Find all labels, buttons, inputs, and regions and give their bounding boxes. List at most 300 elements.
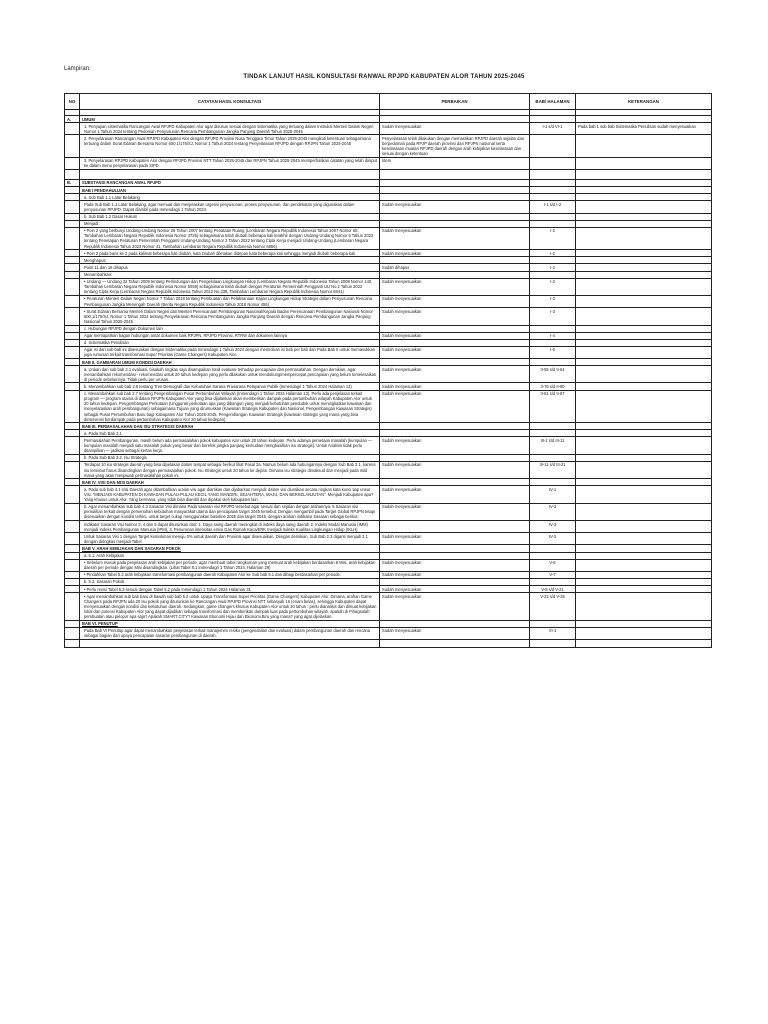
cell-text: BAB V. ARAH KEBIJAKAN DAN SASARAN POKOK (82, 545, 181, 551)
cell-halaman (530, 179, 576, 186)
cell-halaman (530, 366, 576, 383)
cell-catatan (80, 346, 380, 358)
cell-text: Sudah menyesuaikan (382, 228, 422, 234)
cell-halaman (530, 521, 576, 533)
cell-perbaikan (380, 264, 530, 271)
cell-text: c. Menambahkan sub bab 2.7 tentang Pengembangan Pusat Pertumbuhan Wilayah (Inmendagri 1 Tahun 2024 Halaman 13). Perlu ada penjelasan terkait program — program utama di dalam RPJPN Kabupaten Alor yang bisa dijalankan akan memberikan dampak pada pertumbuhan wilayah Kabupaten Alor untuk 20 tahun kedepan. Pengembangan Perkotaan (Ungguran perkotaan apa yang dibangun yang menjadi kebutuhan penduduk untuk meningkatkan kawasan dan menyelaraskan arah pembangunan) sebagaimana Tujuan yang dirumuskan (Kawasan Strategis Kabupaten dan Nasional, Pengembangan Kawasan Strategis) sebagai Pusat Pertumbuhan Baru bagi Kabupaten Alor Tahun 2025-2045. Pengembangan Kawasan Strategis (kawasan strategis yang mana yang bisa dintervensi berdampak pada pertumbuhan Kabupaten Alor 20 tahun kedepan). (84, 391, 372, 422)
cell-no (65, 213, 80, 220)
cell-keterangan (576, 640, 712, 648)
cell-keterangan (576, 135, 712, 157)
cell-no (65, 201, 80, 213)
cell-catatan (80, 521, 380, 533)
table-row (65, 552, 712, 559)
table-row (65, 201, 712, 213)
cell-halaman (530, 593, 576, 621)
cell-no (65, 187, 80, 194)
cell-halaman (530, 390, 576, 423)
table-row (65, 390, 712, 423)
table-row (65, 295, 712, 307)
cell-keterangan (576, 366, 712, 383)
header-no: NO (65, 94, 80, 110)
table-row (65, 264, 712, 271)
cell-text: II-76 s/d II-80 (540, 383, 565, 389)
cell-catatan (80, 545, 380, 552)
cell-halaman (530, 135, 576, 157)
cell-perbaikan (380, 430, 530, 437)
cell-halaman (530, 486, 576, 503)
cell-catatan (80, 423, 380, 430)
cell-perbaikan (380, 332, 530, 339)
cell-perbaikan (380, 437, 530, 454)
cell-keterangan (576, 325, 712, 332)
cell-catatan (80, 620, 380, 627)
cell-halaman (530, 308, 576, 325)
table-row (65, 578, 712, 585)
cell-keterangan (576, 157, 712, 169)
cell-no (65, 264, 80, 271)
cell-text: Sudah menyesuaikan (382, 201, 422, 207)
table-row (65, 437, 712, 454)
cell-text: Sudah menyesuaikan (382, 391, 422, 397)
table-row (65, 359, 712, 366)
consultation-table (64, 93, 712, 648)
cell-catatan (80, 586, 380, 593)
cell-keterangan (576, 430, 712, 437)
cell-perbaikan (380, 578, 530, 585)
cell-perbaikan (380, 278, 530, 295)
table-row (65, 454, 712, 461)
cell-text: BAB II. GAMBARAN UMUM KONDISI DAERAH (82, 359, 172, 365)
table-row (65, 486, 712, 503)
cell-halaman (530, 339, 576, 346)
cell-keterangan (576, 479, 712, 486)
cell-text: Menambahkan: (84, 272, 113, 278)
cell-catatan (80, 640, 380, 648)
cell-perbaikan (380, 586, 530, 593)
cell-perbaikan (380, 227, 530, 249)
cell-text: Terdapat 10 isu strategis daerah yang bisa dipetakan dalam tempat sebagai berikut lihat Pasal 3a. Namun belum ada hubungannya dengan Sub Bab 3.1, karena isu tersebut harus disandingkan dengan permasalahan pokok. Isu Strategis untuk 20 tahun ke depan. Dimana isu strategis dimaksud dan menjadi pada mild mana yang akan menjawab permasalahan pokok ini. (84, 462, 376, 478)
cell-text: II-81 s/d II-87 (540, 391, 565, 397)
cell-perbaikan (380, 250, 530, 257)
table-row (65, 116, 712, 123)
cell-perbaikan (380, 339, 530, 346)
table-row (65, 366, 712, 383)
cell-perbaikan (380, 187, 530, 194)
cell-keterangan (576, 545, 712, 552)
cell-text: V-7 (549, 572, 556, 578)
cell-halaman (530, 227, 576, 249)
cell-text: BAB VI. PENUTUP (82, 621, 118, 627)
cell-text: I-3 (550, 296, 555, 302)
cell-text: Sudah menyesuaikan (382, 572, 422, 578)
cell-halaman (530, 586, 576, 593)
cell-perbaikan (380, 366, 530, 383)
cell-halaman (530, 220, 576, 227)
cell-text: b. 5.2. Sasaran Pokok (84, 579, 125, 585)
cell-text: VI-1 (548, 628, 557, 634)
table-row (65, 227, 712, 249)
cell-text: Idem (382, 158, 392, 164)
cell-halaman (530, 627, 576, 639)
table-row (65, 271, 712, 278)
cell-no (65, 578, 80, 585)
cell-text: Sudah menyesuaikan (382, 383, 422, 389)
cell-keterangan (576, 250, 712, 257)
cell-catatan (80, 123, 380, 135)
cell-keterangan (576, 179, 712, 186)
cell-catatan (80, 116, 380, 123)
cell-keterangan (576, 627, 712, 639)
cell-text: b. Menambahkan sub bab 2.6 tentang Tren Demografi dan Kebutuhan Sarana Prasarana Pelayanan Publik (Inmendagri 1 Tahun 2024 Halaman 13) (84, 383, 352, 389)
cell-text: I-4 (550, 333, 555, 339)
cell-no (65, 257, 80, 264)
cell-text: I-3 (550, 308, 555, 314)
cell-text: BAB III. PERMASALAHAN DAN ISU STRATEGIS DAERAH (82, 423, 194, 429)
cell-text: IV-3 (548, 521, 557, 527)
cell-no (65, 135, 80, 157)
table-row (65, 383, 712, 390)
cell-perbaikan (380, 559, 530, 571)
cell-keterangan (576, 586, 712, 593)
cell-perbaikan (380, 169, 530, 179)
cell-catatan (80, 213, 380, 220)
cell-keterangan (576, 461, 712, 478)
cell-perbaikan (380, 521, 530, 533)
cell-text: Point 11 dan 16 dihapus (84, 264, 128, 270)
table-header-row (65, 94, 712, 110)
cell-no (65, 295, 80, 307)
cell-text: Pada Sub Bab 1.1 Latar Belakang, agar memuat dan menjelaskan urgensi penyusunan, proses penyusunan, dan pendekatan yang digunakan dalam penyusunan RPJPD. Dapat diambil pada Inmendagri 1 Tahun 2024. (84, 201, 355, 212)
cell-text: • Pindahkan Tabel 5.2 arah kebijakan transformasi pembangunan daerah Kabupaten Alor ke Sub bab 5.1 dan dibagi berdasarkan per periode. (84, 572, 341, 578)
cell-text: • Poin 2 yang berbunyi Undang-Undang Nomor 26 Tahun 2007 tentang Penataan Ruang (Lembaran Negara Republik Indonesia Tahun 2007 Nomor 68, Tambahan Lembaran Negara Republik Indonesia Nomor 4725) sebagaimana telah diubah beberapa kali terakhir dengan Undang-Undang Nomor 6 Tahun 2023 tentang Penetapan Peraturan Pemerintah Pengganti Undang-Undang Nomor 2 Tahun 2022 tentang Cipta Kerja menjadi Undang-Undang (Lembaran Negara Republik Indonesia Tahun 2023 Nomor 41, Tambahan Lembaran Negara Republik Indonesia Nomor 6856) (84, 228, 374, 249)
cell-text: I-2 (550, 250, 555, 256)
cell-halaman (530, 264, 576, 271)
cell-catatan (80, 552, 380, 559)
cell-catatan (80, 503, 380, 520)
cell-text: • Agar menambahkan sub bab baru di bawah sub bab 5.2 untuk Upaya Transformasi Super Prioritas (Game Changers) Kabupaten Alor. Dimana, arahan Game Changers pada RPJPN ada 20 Isu pokok yang diturunkan ke Rancangan Awal RPJPD Provinsi NTT sebanyak 16 (enam belas), sehingga Kabupaten dapat menyesuaikan dengan kondisi dan kebutuhan daerah. Sedangkan, game changers khusus Kabupaten Alor untuk 20 tahun : perlu dianalisis dan dimuat kebijakan lokal dan potensi Kabupaten Alor yang dapat dijadikan sebagai transformasi dan memberikan dampak luas pada pertumbuhan wilayah, apakah di Pinagsalah; pembuatan atau pelopor apa saja? Apakah SMART CITY? Kawasan Ekonomi Hijau dan Ekonomi Biru yang mana? yang agar dijelaskan. (84, 593, 377, 620)
header-halaman: BAB/ HALAMAN (530, 94, 576, 110)
cell-perbaikan (380, 359, 530, 366)
cell-no (65, 250, 80, 257)
table-row (65, 220, 712, 227)
table-row (65, 430, 712, 437)
cell-perbaikan (380, 295, 530, 307)
cell-text: V-6 (549, 560, 556, 566)
table-row (65, 346, 712, 358)
cell-keterangan (576, 346, 712, 358)
cell-halaman (530, 332, 576, 339)
cell-keterangan (576, 227, 712, 249)
cell-no (65, 423, 80, 430)
cell-keterangan (576, 423, 712, 430)
cell-keterangan (576, 339, 712, 346)
cell-text: Menghapus: (84, 257, 107, 263)
cell-halaman (530, 503, 576, 520)
cell-perbaikan (380, 545, 530, 552)
cell-text: I-2 (550, 228, 555, 234)
cell-catatan (80, 271, 380, 278)
cell-no (65, 366, 80, 383)
cell-text: Sudah menyesuaikan (382, 296, 422, 302)
cell-catatan (80, 201, 380, 213)
cell-keterangan (576, 308, 712, 325)
cell-text: b. Sub Bab 1.2 Dasar Hukum (84, 214, 138, 220)
cell-text: BAB I PENDAHULUAN (82, 187, 126, 193)
cell-no (65, 116, 80, 123)
cell-keterangan (576, 521, 712, 533)
cell-halaman (530, 545, 576, 552)
cell-halaman (530, 578, 576, 585)
cell-text: V-22 s/d V-25 (540, 593, 565, 599)
cell-perbaikan (380, 620, 530, 627)
cell-keterangan (576, 359, 712, 366)
cell-catatan (80, 430, 380, 437)
cell-text: b. Pada Sub Bab 3.2. Isu Strategis (84, 455, 147, 461)
cell-perbaikan (380, 461, 530, 478)
cell-no (65, 533, 80, 545)
document-title: TINDAK LANJUT HASIL KONSULTASI RANWAL RPJPD KABUPATEN ALOR TAHUN 2025-2045 (243, 74, 525, 80)
cell-halaman (530, 194, 576, 201)
cell-text: • Undang — Undang 32 Tahun 2009 tentang Perlindungan dan Pengelolaan Lingkungan Hidup (Lembaran Negara Republik Indonesia Tahun 2009 Nomor 140, Tambahan Lembaran Negara Republik Indonesia Nomor 5059) sebagaimana telah diubah dengan Peraturan Pemerintah Pengganti UU No.2 Tahun 2022 tentang Cipta Kerja (Lembaran Negara Republik Indonesia Tahun 2022 No.238, Tambahan Lembaran Negara Republik Indonesia Nomor 6841) (84, 279, 373, 295)
cell-text: Sudah menyesuaikan (382, 628, 422, 634)
cell-catatan (80, 593, 380, 621)
lampiran-label: Lampiran: (64, 66, 91, 72)
table-row (65, 521, 712, 533)
cell-halaman (530, 295, 576, 307)
cell-keterangan (576, 503, 712, 520)
cell-text: d. Sistematika Penulisan (84, 340, 129, 346)
cell-keterangan (576, 437, 712, 454)
cell-text: III-1 s/d III-11 (540, 437, 565, 443)
table-row (65, 545, 712, 552)
cell-perbaikan (380, 593, 530, 621)
cell-perbaikan (380, 271, 530, 278)
cell-perbaikan (380, 390, 530, 423)
table-row (65, 423, 712, 430)
cell-keterangan (576, 187, 712, 194)
cell-no (65, 627, 80, 639)
cell-perbaikan (380, 213, 530, 220)
cell-catatan (80, 559, 380, 571)
cell-keterangan (576, 169, 712, 179)
cell-no (65, 390, 80, 423)
table-row (65, 308, 712, 325)
cell-halaman (530, 430, 576, 437)
cell-keterangan (576, 552, 712, 559)
cell-text: IV-3 (548, 504, 557, 510)
cell-text: a. Uraian dari sub bab 2.1 evaluasi, bisakah ringkas saja disampaikan hasil evaluasi terhadap pencapaian dan permasalahan. Dengan demikian, agar menambahkan rekomendasi - rekomendasi untuk 20 tahun kedepan yang perlu dilakukan untuk mendukung/mempercepat pencapaian yang belum terselesaikan di periode sebelumnya. Tidak perlu per urusan. (84, 366, 377, 382)
cell-perbaikan (380, 220, 530, 227)
cell-no (65, 461, 80, 478)
cell-perbaikan (380, 123, 530, 135)
cell-no (65, 157, 80, 169)
cell-text: a. Pada Sub Bab 3.1 (84, 430, 122, 436)
cell-text: a. 5.1. Arah Kebijakan (84, 553, 125, 559)
cell-halaman (530, 423, 576, 430)
cell-text: IV-1 (548, 486, 557, 492)
cell-halaman (530, 359, 576, 366)
cell-text: V-8 s/d V-21 (541, 586, 564, 592)
cell-text: Sudah dihapus (382, 264, 410, 270)
cell-catatan (80, 194, 380, 201)
table-row (65, 640, 712, 648)
cell-text: Sudah menyesuaikan (382, 279, 422, 285)
cell-no (65, 308, 80, 325)
cell-keterangan (576, 295, 712, 307)
cell-text: Agar memaparkan bagan hubungan antar dokumen baik RPJPN, RPJPD Provinsi, RTRW dan dokumen lainnya (84, 333, 288, 339)
cell-no (65, 359, 80, 366)
cell-keterangan (576, 620, 712, 627)
cell-no (65, 545, 80, 552)
cell-text: Sudah menyesuaikan (382, 347, 422, 353)
cell-perbaikan (380, 116, 530, 123)
cell-halaman (530, 201, 576, 213)
cell-text: Sudah menyesuaikan (382, 366, 422, 372)
table-row (65, 135, 712, 157)
table-row (65, 586, 712, 593)
cell-perbaikan (380, 503, 530, 520)
table-row (65, 559, 712, 571)
cell-text: b. Agar menambahkan sub bab 4.3 Sasaran Visi dimana Pada sasaran visi RPJPD tersebut agar sesuai dan sejalan dengan arahannya. 5 Sasaran visi pemulihan terkait dengan pemenuhan kebutuhan masyarakat utama dan pencapaian target 2045 tersebut. Dengan mengambil pada Target Global RPJPN tetapi disesuaikan dengan kondisi terkini, untuk target cukup menggunakan baseline 2025 dan target 2045, dengan arahan indikator Sasaran sebagai berikut: (84, 504, 375, 520)
table-row (65, 157, 712, 169)
table-row (65, 571, 712, 578)
cell-text: Sudah menyesuaikan (382, 560, 422, 566)
cell-keterangan (576, 201, 712, 213)
cell-perbaikan (380, 257, 530, 264)
cell-catatan (80, 390, 380, 423)
cell-text: I-2 (550, 279, 555, 285)
cell-keterangan (576, 533, 712, 545)
cell-catatan (80, 135, 380, 157)
cell-text: Agar isi dari sub bab ini disesuaikan dengan Sistematika pada Inmendagri 1 Tahun 2024 dengan merincikan isi bab per bab dan Pada Bab II untuk memasukkan juga rumusan terkait transformasi Super Prioritas (Game Changers) Kabupaten Alor. (84, 347, 375, 358)
cell-catatan (80, 264, 380, 271)
cell-catatan (80, 250, 380, 257)
cell-catatan (80, 157, 380, 169)
table-row (65, 461, 712, 478)
cell-catatan (80, 571, 380, 578)
cell-perbaikan (380, 640, 530, 648)
cell-no (65, 271, 80, 278)
cell-perbaikan (380, 479, 530, 486)
cell-keterangan (576, 383, 712, 390)
cell-text: I-1 s/d VI-1 (542, 123, 563, 129)
cell-perbaikan (380, 179, 530, 186)
cell-text: Sudah menyesuaikan (382, 333, 422, 339)
header-perbaikan: PERBAIKAN (380, 94, 530, 110)
cell-text: 3. Penyelarasan RPJPD Kabupaten Alor dengan RPJPD Provinsi NTT Tahun 2025-2045 dan RPJPN Tahun 2025-2045 memperhatikan catatan yang telah diinput ke dalam menu penyelarasan pada SIPD (84, 158, 377, 169)
cell-no (65, 383, 80, 390)
cell-text: Penyelarasan telah dilakukan dengan memastikan RPJPD daerah sejalan dan berpedoman pada RPJP daerah provinsi dan RPJPN nasional serta keselarasan muatan RPJPD daerah dengan arah kebijakan keselarasan dan sesuai dengan ketentuan (382, 135, 525, 157)
cell-perbaikan (380, 325, 530, 332)
cell-keterangan (576, 578, 712, 585)
header-keterangan: KETERANGAN (576, 94, 712, 110)
cell-catatan (80, 257, 380, 264)
cell-no (65, 571, 80, 578)
cell-text: Sudah menyesuaikan (382, 250, 422, 256)
cell-text: A. (67, 116, 72, 122)
cell-perbaikan (380, 157, 530, 169)
cell-catatan (80, 308, 380, 325)
cell-text: • Perlu revisi Tabel 5.3 sesuai dengan Tabel 5.2 pada Inmendagri 1 Tahun 2024 Halaman 31 (84, 586, 251, 592)
cell-keterangan (576, 220, 712, 227)
table-row (65, 250, 712, 257)
cell-perbaikan (380, 194, 530, 201)
cell-catatan (80, 533, 380, 545)
cell-catatan (80, 461, 380, 478)
table-row (65, 620, 712, 627)
cell-perbaikan (380, 486, 530, 503)
cell-perbaikan (380, 533, 530, 545)
cell-no (65, 559, 80, 571)
cell-catatan (80, 187, 380, 194)
cell-catatan (80, 366, 380, 383)
cell-catatan (80, 220, 380, 227)
cell-catatan (80, 179, 380, 186)
cell-halaman (530, 278, 576, 295)
cell-text: Sudah menyesuaikan (382, 486, 422, 492)
cell-perbaikan (380, 571, 530, 578)
cell-halaman (530, 620, 576, 627)
table-row (65, 179, 712, 186)
cell-text: • Poin 2 pada baris ke 2 pada kalimat beberapa kali diubah, kata Diubah diletakan didepan kata beberapa kali sehingga menjadi diubah beberapa kali (84, 250, 356, 256)
cell-no (65, 454, 80, 461)
cell-text: c. Hubungan RPJPD dengan Dokumen lain (84, 326, 163, 331)
cell-halaman (530, 123, 576, 135)
table-row (65, 325, 712, 332)
cell-catatan (80, 278, 380, 295)
cell-text: SUBSTANSI RANCANGAN AWAL RPJPD (82, 180, 161, 186)
cell-no (65, 479, 80, 486)
cell-halaman (530, 461, 576, 478)
cell-no (65, 123, 80, 135)
cell-text: • Peraturan Menteri Dalam Negeri Nomor 7 Tahun 2018 tentang Pembuatan dan Pelaksanaan Kajian Lingkungan Hidup Strategis dalam Penyusunan Rencana Pembangunan Jangka Menengah Daerah (Berita Negara Republik Indonesia Tahun 2018 Nomor 459) (84, 296, 373, 307)
cell-catatan (80, 437, 380, 454)
cell-perbaikan (380, 383, 530, 390)
cell-keterangan (576, 593, 712, 621)
cell-text: 1. Penyajian sistematika Rancangan Awal RPJPD Kabupaten Alor agar disusun sesuai dengan sistematika yang tertuang dalam Instruksi Menteri Dalam Negeri Nomor 1 Tahun 2024 tentang Pedoman Penyusunan Rencana Pembangunan Jangka Panjang Daerah Tahun 2025-2045 (84, 123, 374, 134)
cell-no (65, 593, 80, 621)
cell-text: Sudah menyesuaikan (382, 504, 422, 510)
cell-text: II-55 s/d II-64 (540, 366, 565, 372)
cell-keterangan (576, 264, 712, 271)
table-row (65, 503, 712, 520)
cell-text: Pada Bab VI Penutup agar dapat menambahkan penjelasan terkait manajemen resiko (pengendalian dan evaluasi) dalam pembangunan daerah dan rencana sebagai bagian dari upaya pencapaian sasaran pembangunan di daerah. (84, 628, 371, 639)
cell-text: Sudah menyesuaikan (382, 533, 422, 539)
cell-halaman (530, 157, 576, 169)
cell-perbaikan (380, 346, 530, 358)
cell-no (65, 179, 80, 186)
table-row (65, 213, 712, 220)
table-row (65, 479, 712, 486)
cell-no (65, 169, 80, 179)
cell-text: Menjadi: (84, 221, 100, 227)
cell-text: 2. Penyelarasan Rancangan Awal RPJPD Kabupaten Alor dengan RPJPD Provinsi Nusa Tenggara Timur Tahun 2025-2045 mengikuti ketentuan sebagaimana tertuang dalam Surat Edaran Bersama Nomor 600.1/176/SJ, Nomor 1 Tahun 2024 tentang Penyelarasan RPJPD dengan RPJPN Tahun 2025-2045 (84, 135, 371, 146)
cell-halaman (530, 437, 576, 454)
header-catatan: CATATAN HASIL KONSULTASI (80, 94, 380, 110)
cell-no (65, 521, 80, 533)
cell-text: Sudah menyesuaikan (382, 437, 422, 443)
cell-catatan (80, 627, 380, 639)
cell-text: I-1 s/d I-2 (543, 201, 562, 207)
cell-text: I-6 (550, 347, 555, 353)
table-row (65, 123, 712, 135)
cell-text: Permasalahan Pembangunan, masih belum ada permasalahan pokok kabupaten Alor untuk 20 tahun kedepan. Perlu adanya pemetaan masalah (kumpulan — kumpulan masalah menjadi satu masalah pokok yang besar dan berefek jangka panjang kemudian menghasilkan isu strategis). Untuk Analisis tidak perlu ditampilkan — jadikan sebagai kertas kerja. (84, 437, 373, 454)
cell-no (65, 620, 80, 627)
table-row (65, 627, 712, 639)
cell-keterangan (576, 571, 712, 578)
cell-halaman (530, 116, 576, 123)
table-row (65, 339, 712, 346)
